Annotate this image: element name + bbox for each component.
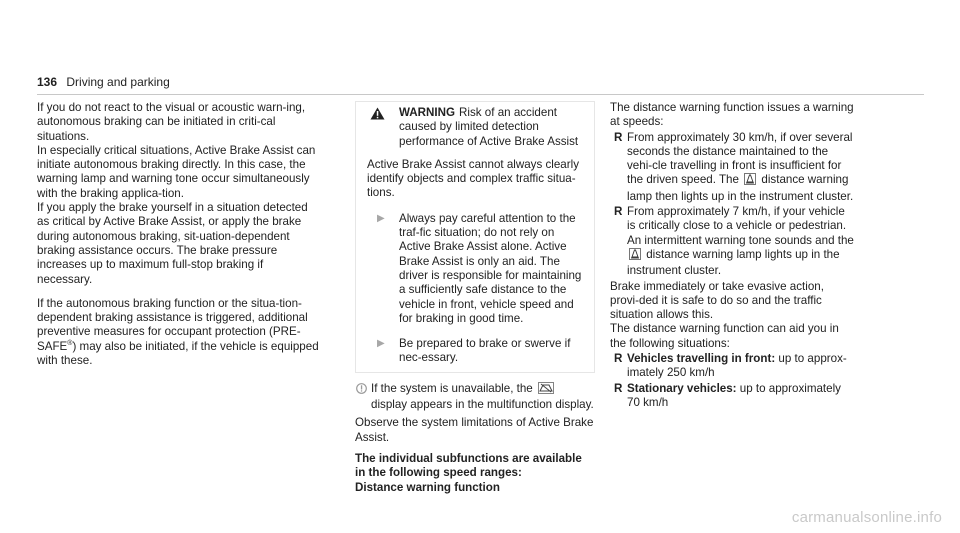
list-item-label: Vehicles travelling in front: — [627, 352, 776, 366]
bold-heading: The individual subfunctions are available in the following speed ranges: — [355, 451, 582, 480]
list-item-label: Stationary vehicles: — [627, 381, 737, 395]
warning-triangle-icon — [370, 107, 385, 124]
warning-item-text: Always pay careful attention to the traf-fic situation; do not rely on Active Brake Assist alone. Active Brake Assist is only an aid. The driver is responsible for maintaining a sufficiently safe distance to the vehicle in front, vehicle speed and for braking in good time. — [399, 211, 582, 325]
arrow-right-icon: ▶ — [377, 212, 385, 224]
list-item-text: From approximately 7 km/h, if your vehicle is critically close to a vehicle or pedestrian. An intermittent warning tone sounds and the — [627, 205, 854, 247]
warning-list-item — [367, 212, 584, 326]
list-item — [610, 382, 855, 411]
header-divider — [37, 94, 924, 95]
bullet-icon: R — [614, 130, 623, 144]
bullet-icon: R — [614, 381, 623, 395]
bullet-icon: R — [614, 205, 623, 219]
arrow-right-icon: ▶ — [377, 338, 385, 350]
section-title: Driving and parking — [66, 75, 170, 89]
warning-box — [355, 101, 595, 373]
paragraph: Observe the system limitations of Active Brake Assist. — [355, 416, 594, 444]
footer-watermark: carmanualsonline.info — [791, 508, 942, 526]
paragraph: In especially critical situations, Active Brake Assist can initiate autonomous braking directly. In this case, the warning lamp and warning tone occur simultaneously with the braking applica-tion. — [37, 143, 316, 200]
warning-list-item — [367, 337, 584, 366]
column-left — [37, 101, 321, 368]
paragraph: If you do not react to the visual or acoustic warn-ing, autonomous braking can be initiated in criti-cal situations. — [37, 101, 306, 143]
info-note-icon — [356, 383, 367, 398]
column-middle — [355, 101, 595, 495]
warning-subtitle: Risk of an accident caused by limited detection performance of Active Brake Assist — [399, 106, 579, 148]
page-number: 136 — [37, 75, 58, 89]
warning-title: WARNING — [399, 106, 456, 119]
warning-item-text: Be prepared to brake or swerve if nec-essary. — [399, 337, 571, 365]
paragraph-text: ) may also be initiated, if the vehicle is equipped with these. — [37, 339, 319, 368]
paragraph: Brake immediately or take evasive action, provi-ded it is safe to do so and the traffic situation allows this. — [610, 279, 824, 322]
paragraph: If you apply the brake yourself in a situation detected as critical by Active Brake Assist, or apply the brake during autonomous braking, sit-uation-dependent braking assistance occurs. The brake pressure increases up to maximum full-stop braking if necessary. — [37, 201, 308, 286]
paragraph: The distance warning function issues a warning at speeds: — [610, 101, 854, 129]
list-item-text: up to approx-imately 250 km/h — [627, 352, 847, 380]
list-item-text: distance warning lamp then lights up in the instrument cluster. — [627, 173, 854, 203]
list-item-text: up to approximately 70 km/h — [627, 381, 841, 409]
list-item — [610, 205, 855, 278]
distance-warning-lamp-icon — [744, 173, 756, 189]
info-note — [355, 382, 595, 413]
paragraph: The distance warning function can aid you in the following situations: — [610, 322, 839, 350]
distance-warning-lamp-icon — [629, 248, 641, 264]
column-right — [610, 101, 855, 410]
warning-body: Active Brake Assist cannot always clearly identify objects and complex traffic situa-tions. — [367, 157, 579, 200]
note-text: If the system is unavailable, the — [371, 381, 533, 395]
registered-mark: ® — [67, 339, 73, 347]
paragraph — [37, 297, 321, 368]
bullet-icon: R — [614, 352, 623, 366]
list-item-text: From approximately 30 km/h, if over several seconds the distance maintained to the vehi-cle travelling in front is insufficient for the driven speed. The — [627, 130, 853, 187]
assist-off-icon — [538, 382, 554, 398]
page-header — [37, 75, 170, 89]
note-text: display appears in the multifunction display. — [371, 398, 594, 412]
list-item — [610, 131, 855, 204]
list-item-text: distance warning lamp lights up in the instrument cluster. — [627, 247, 840, 278]
paragraph-text: If the autonomous braking function or the situa-tion-dependent braking assistance is triggered, additional preventive measures for occupant protection (PRE-SAFE — [37, 296, 308, 353]
bold-subheading: Distance warning function — [355, 480, 500, 494]
list-item — [610, 352, 855, 381]
warning-header — [367, 106, 584, 149]
